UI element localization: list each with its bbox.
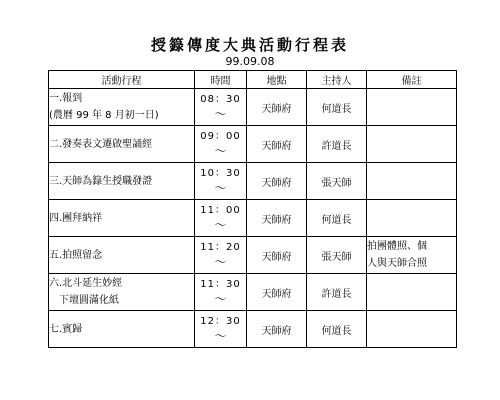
- time-cell: [195, 200, 247, 237]
- host-cell: 何道長: [307, 311, 367, 348]
- table-row: [49, 237, 457, 274]
- activity-cell: [49, 237, 195, 274]
- time-value: 10：30: [200, 168, 241, 179]
- activity-text: 三.天師為籙生授職發證: [49, 175, 153, 187]
- header-notes: 備註: [367, 71, 457, 89]
- time-range-tilde: ～: [214, 255, 227, 269]
- time-value: 09：00: [200, 131, 241, 142]
- host-cell: 張天師: [307, 163, 367, 200]
- activity-text: 五.拍照留念: [49, 249, 103, 261]
- header-location: 地點: [247, 71, 307, 89]
- table-row: [49, 89, 457, 126]
- time-value: 11：20: [200, 242, 241, 253]
- host-cell: 許道長: [307, 274, 367, 311]
- time-cell: [195, 311, 247, 348]
- time-range-tilde: ～: [214, 181, 227, 195]
- time-cell: [195, 237, 247, 274]
- note-cell: [367, 237, 457, 274]
- header-host: 主持人: [307, 71, 367, 89]
- header-time: 時間: [195, 71, 247, 89]
- table-row: [49, 163, 457, 200]
- location-cell: 天師府: [247, 311, 307, 348]
- location-cell: 天師府: [247, 274, 307, 311]
- time-value: 08：30: [200, 94, 241, 105]
- header-activity: 活動行程: [49, 71, 195, 89]
- activity-text: 二.發奏表文遷啟聖誦經: [49, 138, 153, 150]
- note-cell: [367, 200, 457, 237]
- location-cell: 天師府: [247, 89, 307, 126]
- activity-cell: [49, 89, 195, 126]
- time-range-tilde: ～: [214, 292, 227, 306]
- time-value: 11：00: [200, 205, 241, 216]
- note-cell: [367, 274, 457, 311]
- note-cell: [367, 163, 457, 200]
- activity-text: 七.賓歸: [49, 323, 83, 335]
- activity-cell: [49, 126, 195, 163]
- table-row: [49, 200, 457, 237]
- table-row: [49, 126, 457, 163]
- schedule-table: [48, 70, 457, 348]
- document-date: 99.09.08: [225, 55, 275, 68]
- activity-cell: [49, 200, 195, 237]
- host-cell: 何道長: [307, 200, 367, 237]
- activity-subtext: (農曆 99 年 8 月初一日): [49, 110, 159, 121]
- time-range-tilde: ～: [214, 329, 227, 343]
- host-cell: 張天師: [307, 237, 367, 274]
- time-value: 11：30: [200, 279, 241, 290]
- time-cell: [195, 274, 247, 311]
- time-range-tilde: ～: [214, 218, 227, 232]
- time-cell: [195, 126, 247, 163]
- note-text: 人與天師合照: [367, 258, 427, 269]
- time-value: 12：30: [200, 316, 241, 327]
- location-cell: 天師府: [247, 237, 307, 274]
- document-title: 授籙傳度大典活動行程表: [150, 36, 349, 54]
- table-row: [49, 274, 457, 311]
- activity-subtext: 下壇圓滿化紙: [59, 295, 119, 306]
- note-cell: [367, 89, 457, 126]
- time-cell: [195, 163, 247, 200]
- host-cell: 許道長: [307, 126, 367, 163]
- activity-text: 四.團拜納祥: [49, 212, 103, 224]
- host-cell: 何道長: [307, 89, 367, 126]
- time-range-tilde: ～: [214, 144, 227, 158]
- activity-cell: [49, 311, 195, 348]
- note-text: 拍團體照、個: [367, 241, 427, 252]
- note-cell: [367, 311, 457, 348]
- activity-cell: [49, 163, 195, 200]
- time-cell: [195, 89, 247, 126]
- location-cell: 天師府: [247, 163, 307, 200]
- activity-cell: [49, 274, 195, 311]
- note-cell: [367, 126, 457, 163]
- table-header-row: [49, 71, 457, 89]
- time-range-tilde: ～: [214, 107, 227, 121]
- activity-text: 一.報到: [49, 93, 83, 104]
- table-row: [49, 311, 457, 348]
- location-cell: 天師府: [247, 126, 307, 163]
- activity-text: 六.北斗延生妙經: [49, 278, 123, 289]
- location-cell: 天師府: [247, 200, 307, 237]
